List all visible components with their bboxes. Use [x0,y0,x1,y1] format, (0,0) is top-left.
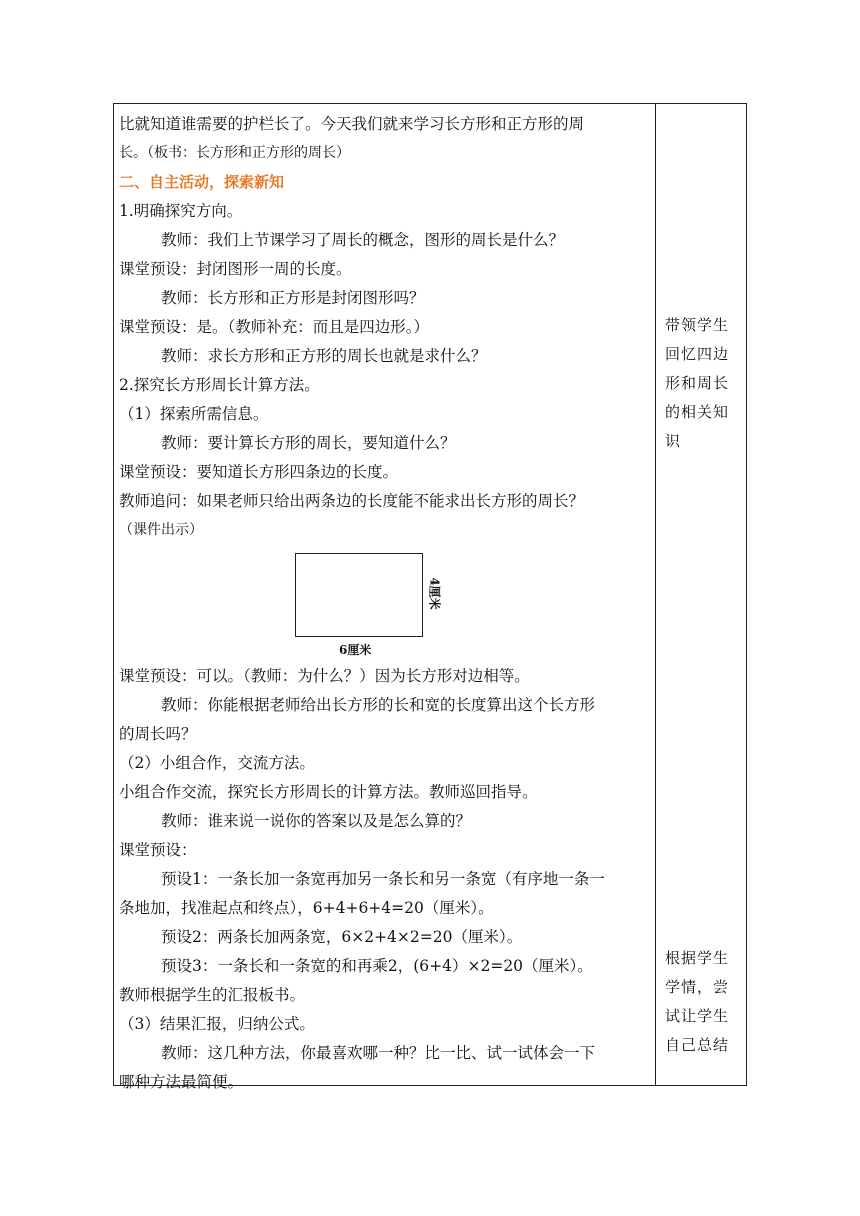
section-heading: 二、自主活动，探索新知 [119,173,285,191]
side-note-line: 的相关知 [665,403,730,421]
column-divider [655,104,656,1085]
text-line: 课堂预设：封闭图形一周的长度。 [119,260,352,278]
side-note-1 [665,311,741,456]
side-note-line: 带领学生 [665,316,730,334]
width-label: 6厘米 [339,643,372,657]
text-line: （课件出示） [119,522,203,538]
text-line: 哪种方法最简便。 [119,1073,244,1091]
side-note-line: 根据学生 [665,949,730,967]
text-line: 教师根据学生的汇报板书。 [119,986,306,1004]
text-line: 教师：求长方形和正方形的周长也就是求什么？ [161,347,487,365]
text-line: （2）小组合作，交流方法。 [119,754,315,772]
text-line: （3）结果汇报，归纳公式。 [119,1015,315,1033]
text-line: 课堂预设： [119,841,197,859]
side-note-line: 试让学生 [665,1007,730,1025]
height-label: 4厘米 [427,577,442,610]
text-line: 条地加，找准起点和终点），6+4+6+4=20（厘米）。 [119,899,494,917]
text-line: 教师：谁来说一说你的答案以及是怎么算的？ [161,812,472,830]
text-line: 比就知道谁需要的护栏长了。今天我们就来学习长方形和正方形的周 [119,115,585,133]
text-line: 教师：要计算长方形的周长，要知道什么？ [161,434,456,452]
text-line: 2.探究长方形周长计算方法。 [119,376,320,394]
text-line: 教师：长方形和正方形是封闭图形吗？ [161,289,425,307]
text-line: 预设3：一条长和一条宽的和再乘2，(6+4）×2=20（厘米）。 [161,957,593,975]
rectangle-shape [295,553,423,637]
side-note-line: 回忆四边 [665,345,730,363]
side-note-line: 自己总结 [665,1036,730,1054]
text-line: 教师：我们上节课学习了周长的概念，图形的周长是什么？ [161,231,565,249]
text-line: 课堂预设：要知道长方形四条边的长度。 [119,463,399,481]
text-line: 的周长吗？ [119,725,197,743]
text-line: 预设2：两条长加两条宽，6×2+4×2=20（厘米）。 [161,928,523,946]
text-line: 教师追问：如果老师只给出两条边的长度能不能求出长方形的周长？ [119,492,585,510]
text-line: 教师：你能根据老师给出长方形的长和宽的长度算出这个长方形 [161,696,596,714]
side-note-line: 学情，尝 [665,978,730,996]
side-note-line: 识 [665,432,682,450]
text-line: 长。（板书：长方形和正方形的周长） [119,145,350,161]
text-line: 预设1：一条长加一条宽再加另一条长和另一条宽（有序地一条一 [161,870,605,888]
side-note-2 [665,944,741,1060]
text-line: 1.明确探究方向。 [119,202,243,220]
text-line: 课堂预设：是。（教师补充：而且是四边形。） [119,318,430,336]
text-line: 课堂预设：可以。（教师：为什么？）因为长方形对边相等。 [119,667,530,685]
side-note-line: 形和周长 [665,374,730,392]
lesson-content [119,110,653,1097]
rectangle-figure [119,545,653,662]
text-line: （1）探索所需信息。 [119,405,269,423]
text-line: 教师：这几种方法，你最喜欢哪一种？比一比、试一试体会一下 [161,1044,596,1062]
text-line: 小组合作交流，探究长方形周长的计算方法。教师巡回指导。 [119,783,538,801]
lesson-plan-table [113,103,747,1091]
